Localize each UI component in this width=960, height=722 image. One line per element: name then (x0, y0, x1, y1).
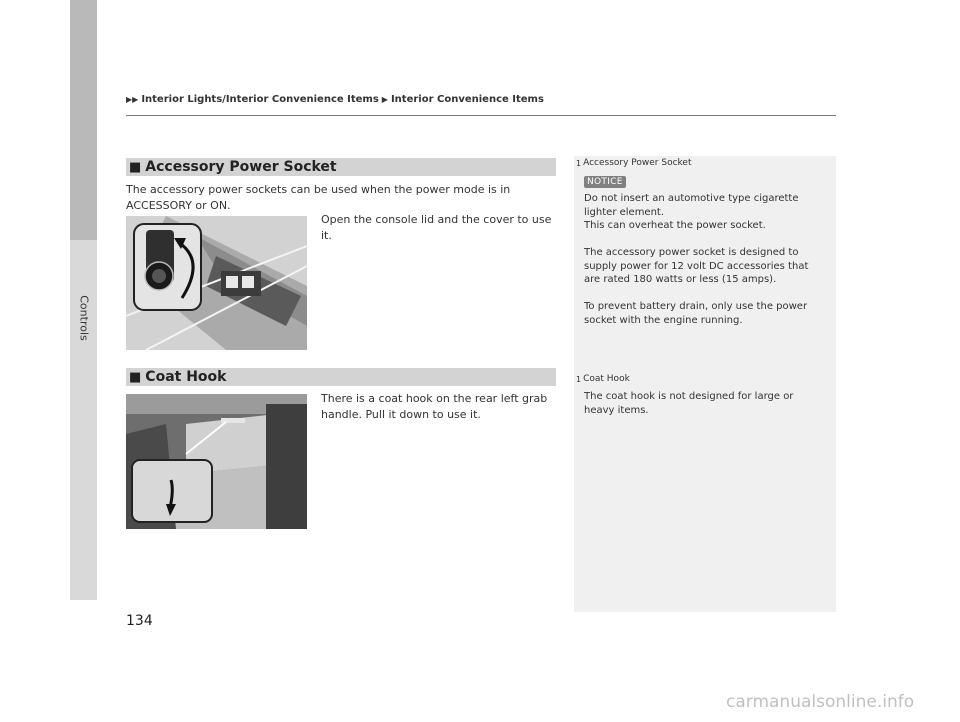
note-power-socket-para2: To prevent battery drain, only use the power socket with the engine running. (584, 301, 808, 326)
breadcrumb-arrow-icon: ▶ (381, 95, 388, 104)
header-rule (126, 115, 836, 116)
power-socket-intro: The accessory power sockets can be used when the power mode is in ACCESSORY or ON. (126, 183, 511, 212)
breadcrumb-part1: Interior Lights/Interior Convenience Items (141, 94, 379, 105)
side-tab (70, 0, 97, 722)
notice-badge: NOTICE (584, 176, 626, 188)
side-tab-label: Controls (77, 295, 91, 341)
section-header-power-socket (126, 158, 556, 176)
section-square-icon: ■ (129, 369, 142, 385)
side-tab-band-top (70, 0, 97, 240)
note-ref-icon: 1 (576, 374, 582, 384)
note-heading-coat-hook (576, 374, 630, 384)
notice-text: Do not insert an automotive type cigarette lighter element. (584, 193, 799, 218)
section-square-icon: ■ (129, 159, 142, 175)
power-socket-illustration (126, 216, 307, 350)
note-heading-power-socket (576, 158, 692, 168)
section-title-coat-hook: Coat Hook (145, 369, 227, 385)
rear-cabin-illustration (126, 394, 307, 529)
page-number: 134 (126, 613, 153, 629)
note-heading-power-socket-text: Accessory Power Socket (583, 158, 692, 168)
section-header-coat-hook (126, 368, 556, 386)
breadcrumb (126, 94, 544, 105)
note-ref-icon: 1 (576, 158, 582, 168)
side-tab-band-bottom (70, 240, 97, 600)
breadcrumb-part2: Interior Convenience Items (390, 94, 544, 105)
watermark: carmanualsonline.info (726, 692, 915, 712)
power-socket-instruction: Open the console lid and the cover to use it. (321, 213, 552, 242)
coat-hook-instruction: There is a coat hook on the rear left grab handle. Pull it down to use it. (321, 392, 548, 421)
console-socket-illustration (126, 216, 307, 350)
coat-hook-illustration (126, 394, 307, 529)
notice-text-2: This can overheat the power socket. (584, 220, 766, 231)
note-power-socket-para1: The accessory power socket is designed to supply power for 12 volt DC accessories that are rated 180 watts or less (15 amps). (584, 247, 809, 285)
note-coat-hook-text: The coat hook is not designed for large or heavy items. (584, 391, 794, 416)
note-heading-coat-hook-text: Coat Hook (583, 374, 630, 384)
section-title-power-socket: Accessory Power Socket (145, 159, 337, 175)
breadcrumb-arrow-icon: ▶▶ (126, 95, 139, 104)
